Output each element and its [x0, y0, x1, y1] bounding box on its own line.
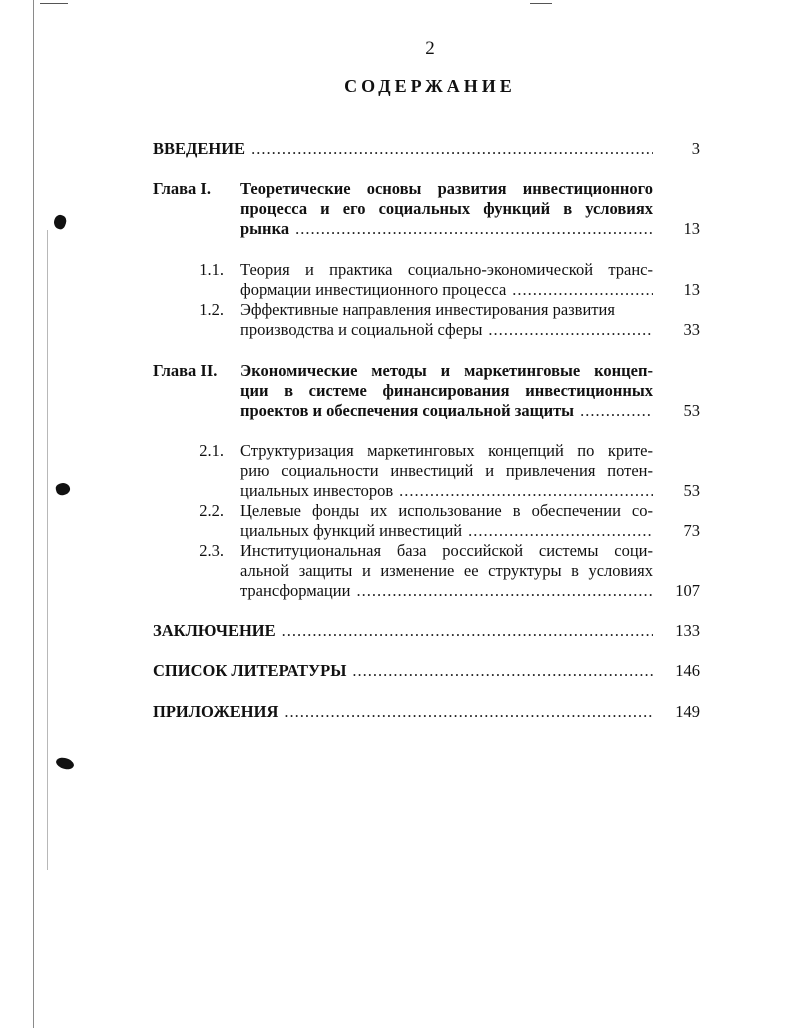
chapter-title-line: ции в системе финансирования инвестиционных: [240, 381, 653, 400]
page-number: 2: [425, 38, 435, 59]
section-number: 1.2.: [199, 300, 224, 319]
section-title: [240, 260, 653, 300]
section-title-line: Теория и практика социально-экономической транс-: [240, 260, 653, 279]
chapter-label: Глава II.: [153, 361, 218, 380]
leader-dots: [512, 280, 653, 300]
chapter-title: [240, 179, 653, 239]
toc-entry-label: ЗАКЛЮЧЕНИЕ: [153, 621, 276, 640]
toc-entry-label: СПИСОК ЛИТЕРАТУРЫ: [153, 661, 347, 680]
toc-entry-appendices: [153, 702, 653, 722]
leader-dots: [284, 702, 653, 722]
toc-page-number: 13: [683, 280, 700, 299]
leader-dots: [251, 139, 653, 159]
leader-dots: [356, 581, 653, 601]
leader-dots: [282, 621, 653, 641]
toc-page-number: 107: [675, 581, 700, 600]
section-title-line: Целевые фонды их использование в обеспечении со-: [240, 501, 653, 520]
section-title-line: производства и социальной сферы: [240, 320, 483, 339]
toc-entry-intro: [153, 139, 653, 159]
toc-entry-conclusion: [153, 621, 653, 641]
leader-dots: [580, 401, 653, 421]
scan-top-mark: [40, 3, 68, 4]
toc-page-number: 3: [691, 139, 700, 158]
chapter-title-line: Теоретические основы развития инвестиционного: [240, 179, 653, 198]
section-title-line: альной защиты и изменение ее структуры в условиях: [240, 561, 653, 580]
toc-page-number: 13: [683, 219, 700, 238]
toc-page-number: 33: [683, 320, 700, 339]
section-title: [240, 541, 653, 601]
section-title-line: циальных функций инвестиций: [240, 521, 463, 540]
scan-top-mark: [530, 3, 552, 4]
leader-dots: [352, 661, 653, 681]
chapter-title-line: проектов и обеспечения социальной защиты: [240, 401, 575, 420]
scan-edge-line-inner: [47, 230, 48, 870]
section-number: 1.1.: [199, 260, 224, 279]
section-title-line: рию социальности инвестиций и привлечения потен-: [240, 461, 653, 480]
section-title: [240, 300, 653, 340]
scan-edge-line: [33, 0, 34, 1028]
toc-page-number: 73: [683, 521, 700, 540]
section-title-line: Эффективные направления инвестирования развития: [240, 300, 615, 319]
page-title: СОДЕРЖАНИЕ: [344, 76, 516, 96]
chapter-title-line: рынка: [240, 219, 290, 238]
leader-dots: [488, 320, 653, 340]
toc-page-number: 133: [675, 621, 700, 640]
section-title-line: циальных инвесторов: [240, 481, 394, 500]
toc-entry-label: ВВЕДЕНИЕ: [153, 139, 246, 158]
section-title-line: формации инвестиционного процесса: [240, 280, 507, 299]
section-number: 2.1.: [199, 441, 224, 460]
section-title: [240, 501, 653, 541]
toc-entry-label: ПРИЛОЖЕНИЯ: [153, 702, 279, 721]
section-title-line: Институциональная база российской системы соци-: [240, 541, 653, 560]
scan-blot: [52, 213, 68, 230]
chapter-label: Глава I.: [153, 179, 211, 198]
leader-dots: [295, 219, 653, 239]
toc-page-number: 146: [675, 661, 700, 680]
section-number: 2.3.: [199, 541, 224, 560]
section-title-line: трансформации: [240, 581, 351, 600]
scan-blot: [55, 755, 76, 773]
chapter-title-line: процесса и его социальных функций в условиях: [240, 199, 653, 218]
scan-blot: [55, 481, 72, 496]
leader-dots: [468, 521, 653, 541]
chapter-title-line: Экономические методы и маркетинговые концеп-: [240, 361, 653, 380]
chapter-title: [240, 361, 653, 421]
toc-page-number: 53: [683, 481, 700, 500]
section-title-line: Структуризация маркетинговых концепций по крите-: [240, 441, 653, 460]
toc-page-number: 53: [683, 401, 700, 420]
section-number: 2.2.: [199, 501, 224, 520]
toc-page-number: 149: [675, 702, 700, 721]
section-title: [240, 441, 653, 501]
toc-entry-references: [153, 661, 653, 681]
leader-dots: [399, 481, 653, 501]
